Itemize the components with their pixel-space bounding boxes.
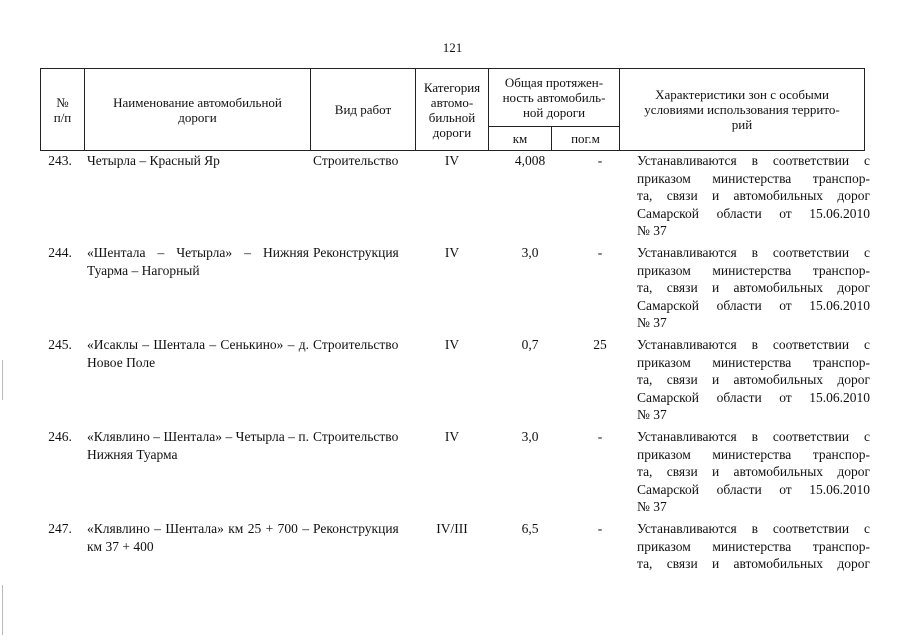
road-category: IV <box>444 337 460 352</box>
length-km: 4,008 <box>514 153 546 168</box>
length-km: 0,7 <box>521 337 539 352</box>
zone-characteristics: Устанавливаются в соответствии с приказом министерства транспор- та, связи и автомобильных дорог Самарской области от 15.06.2010 № 37 <box>637 245 870 330</box>
header-pogm: пог.м <box>552 127 620 151</box>
work-type: Реконструкция <box>313 245 399 260</box>
length-pogm: - <box>597 429 603 444</box>
work-type: Строительство <box>313 153 399 168</box>
road-category: IV <box>444 153 460 168</box>
table-header <box>40 68 865 151</box>
scan-artifact <box>2 360 3 400</box>
page-number: 121 <box>442 40 463 55</box>
length-pogm: - <box>597 245 603 260</box>
road-category: IV <box>444 429 460 444</box>
header-number: № п/п <box>41 69 85 151</box>
row-number: 247. <box>48 521 72 536</box>
header-characteristics: Характеристики зон с особыми условиями использования террито- рий <box>620 69 865 151</box>
zone-characteristics: Устанавливаются в соответствии с приказом министерства транспор- та, связи и автомобильных дорог Самарской области от 15.06.2010 № 37 <box>637 153 870 238</box>
work-type: Реконструкция <box>313 521 399 536</box>
road-name: Четырла – Красный Яр <box>87 153 220 168</box>
row-number: 244. <box>48 245 72 260</box>
row-number: 246. <box>48 429 72 444</box>
zone-characteristics: Устанавливаются в соответствии с приказом министерства транспор- та, связи и автомобильных дорог Самарской области от 15.06.2010 № 37 <box>637 337 870 422</box>
length-km: 3,0 <box>521 429 539 444</box>
length-km: 6,5 <box>521 521 539 536</box>
road-category: IV/III <box>436 521 468 536</box>
header-road-name: Наименование автомобильной дороги <box>85 69 311 151</box>
header-category: Категория автомо- бильной дороги <box>416 69 489 151</box>
scan-artifact <box>2 585 3 635</box>
row-number: 245. <box>48 337 72 352</box>
road-category: IV <box>444 245 460 260</box>
zone-characteristics: Устанавливаются в соответствии с приказом министерства транспор- та, связи и автомобильных дорог Самарской области от 15.06.2010 № 37 <box>637 429 870 514</box>
zone-characteristics: Устанавливаются в соответствии с приказом министерства транспор- та, связи и автомобильных дорог <box>637 521 870 571</box>
road-name: «Исаклы – Шентала – Сенькино» – д. Новое Поле <box>87 337 309 370</box>
work-type: Строительство <box>313 337 399 352</box>
road-name: «Клявлино – Шентала» – Четырла – п. Нижняя Туарма <box>87 429 309 462</box>
length-pogm: - <box>597 153 603 168</box>
row-number: 243. <box>48 153 72 168</box>
length-km: 3,0 <box>521 245 539 260</box>
header-km: км <box>489 127 552 151</box>
length-pogm: - <box>597 521 603 536</box>
header-length: Общая протяжен- ность автомобиль- ной дороги <box>489 69 620 127</box>
header-work-type: Вид работ <box>311 69 416 151</box>
road-name: «Шентала – Четырла» – Нижняя Туарма – Нагорный <box>87 245 309 278</box>
work-type: Строительство <box>313 429 399 444</box>
length-pogm: 25 <box>593 337 607 352</box>
road-name: «Клявлино – Шентала» км 25 + 700 – км 37 + 400 <box>87 521 309 554</box>
